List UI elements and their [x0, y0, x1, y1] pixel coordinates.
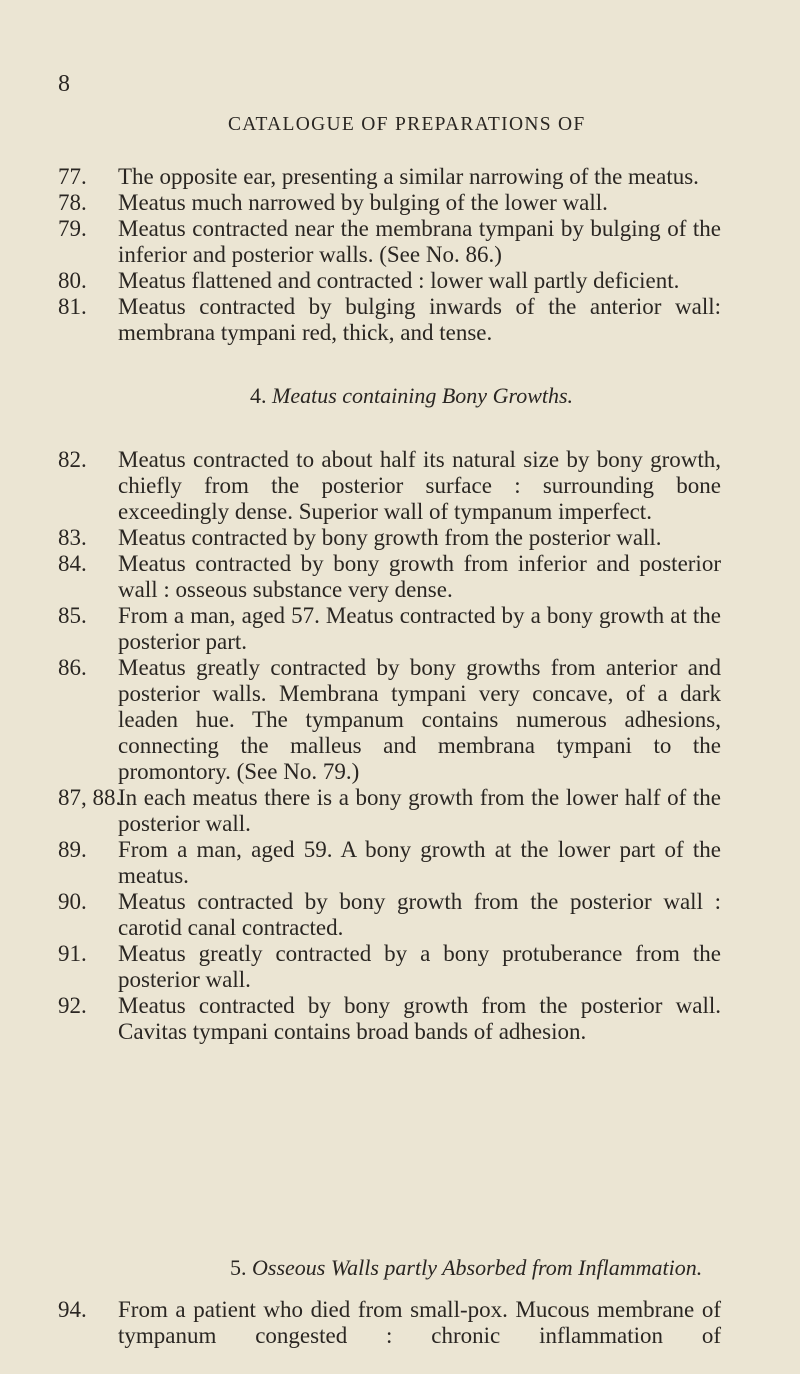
entry-text: Meatus contracted near the membrana tympani by bulging of the inferior and posterior walls. (See No. 86.) [118, 216, 721, 267]
entry-text: In each meatus there is a bony growth from the lower half of the posterior wall. [118, 785, 721, 836]
entry-text: From a man, aged 59. A bony growth at the lower part of the meatus. [118, 837, 721, 888]
section-heading-bony-growths [250, 383, 573, 409]
entry-text: Meatus contracted by bony growth from inferior and posterior wall : osseous substance very dense. [118, 551, 721, 602]
entry-text: Meatus greatly contracted by bony growths from anterior and posterior walls. Membrana tympani very concave, of a dark leaden hue. The tympanum contains numerous adhesions, connecting the malleus and membrana tympani to the promontory. (See No. 79.) [118, 655, 721, 784]
catalogue-entry [0, 294, 800, 346]
entry-number: 78. [58, 190, 87, 215]
entry-text: Meatus contracted by bulging inwards of the anterior wall: membrana tympani red, thick, and tense. [118, 294, 721, 345]
entry-number: 79. [58, 216, 87, 241]
entry-group-77-81 [0, 164, 800, 346]
catalogue-entry [0, 525, 800, 551]
section-heading-osseous-walls [230, 1255, 702, 1281]
catalogue-entry [0, 603, 800, 655]
running-head: CATALOGUE OF PREPARATIONS OF [228, 114, 586, 135]
entry-number: 86. [58, 655, 87, 680]
entry-text: From a man, aged 57. Meatus contracted by a bony growth at the posterior part. [118, 603, 721, 654]
entry-number: 81. [58, 294, 87, 319]
catalogue-entry [0, 1297, 800, 1349]
section-title: Osseous Walls partly Absorbed from Inflammation. [252, 1255, 703, 1280]
entry-text: From a patient who died from small-pox. Mucous membrane of tympanum congested : chronic inflammation of [118, 1297, 721, 1348]
catalogue-entry [0, 551, 800, 603]
catalogue-entry [0, 216, 800, 268]
entry-text: Meatus contracted to about half its natural size by bony growth, chiefly from the posterior surface : surrounding bone exceedingly dense. Superior wall of tympanum imperfect. [118, 447, 721, 524]
entry-number: 90. [58, 889, 87, 914]
catalogue-entry [0, 655, 800, 785]
catalogue-entry [0, 993, 800, 1045]
catalogue-entry [0, 164, 800, 190]
entry-number: 82. [58, 447, 87, 472]
entry-group-82-92 [0, 447, 800, 1045]
catalogue-entry [0, 889, 800, 941]
entry-number: 84. [58, 551, 87, 576]
entry-text: Meatus flattened and contracted : lower wall partly deficient. [118, 268, 680, 293]
entry-number: 92. [58, 993, 87, 1018]
entry-number: 77. [58, 164, 87, 189]
entry-text: The opposite ear, presenting a similar narrowing of the meatus. [118, 164, 699, 189]
page-number: 8 [58, 71, 70, 97]
entry-number: 83. [58, 525, 87, 550]
entry-number: 94. [58, 1297, 87, 1322]
catalogue-entry [0, 941, 800, 993]
entry-text: Meatus contracted by bony growth from the posterior wall : carotid canal contracted. [118, 889, 721, 940]
catalogue-entry [0, 190, 800, 216]
entry-text: Meatus greatly contracted by a bony protuberance from the posterior wall. [118, 941, 721, 992]
catalogue-entry [0, 785, 800, 837]
catalogue-entry [0, 447, 800, 525]
entry-number: 80. [58, 268, 87, 293]
section-title: Meatus containing Bony Growths. [272, 383, 574, 408]
section-number: 5. [230, 1255, 247, 1280]
catalogue-entry [0, 268, 800, 294]
catalogue-entry [0, 837, 800, 889]
entry-number: 91. [58, 941, 87, 966]
entry-number: 89. [58, 837, 87, 862]
entry-group-94 [0, 1297, 800, 1349]
section-number: 4. [250, 383, 267, 408]
entry-text: Meatus contracted by bony growth from the posterior wall. Cavitas tympani contains broad bands of adhesion. [118, 993, 721, 1044]
entry-text: Meatus contracted by bony growth from the posterior wall. [118, 525, 662, 550]
entry-text: Meatus much narrowed by bulging of the lower wall. [118, 190, 608, 215]
entry-number: 87, 88. [58, 785, 122, 810]
entry-number: 85. [58, 603, 87, 628]
